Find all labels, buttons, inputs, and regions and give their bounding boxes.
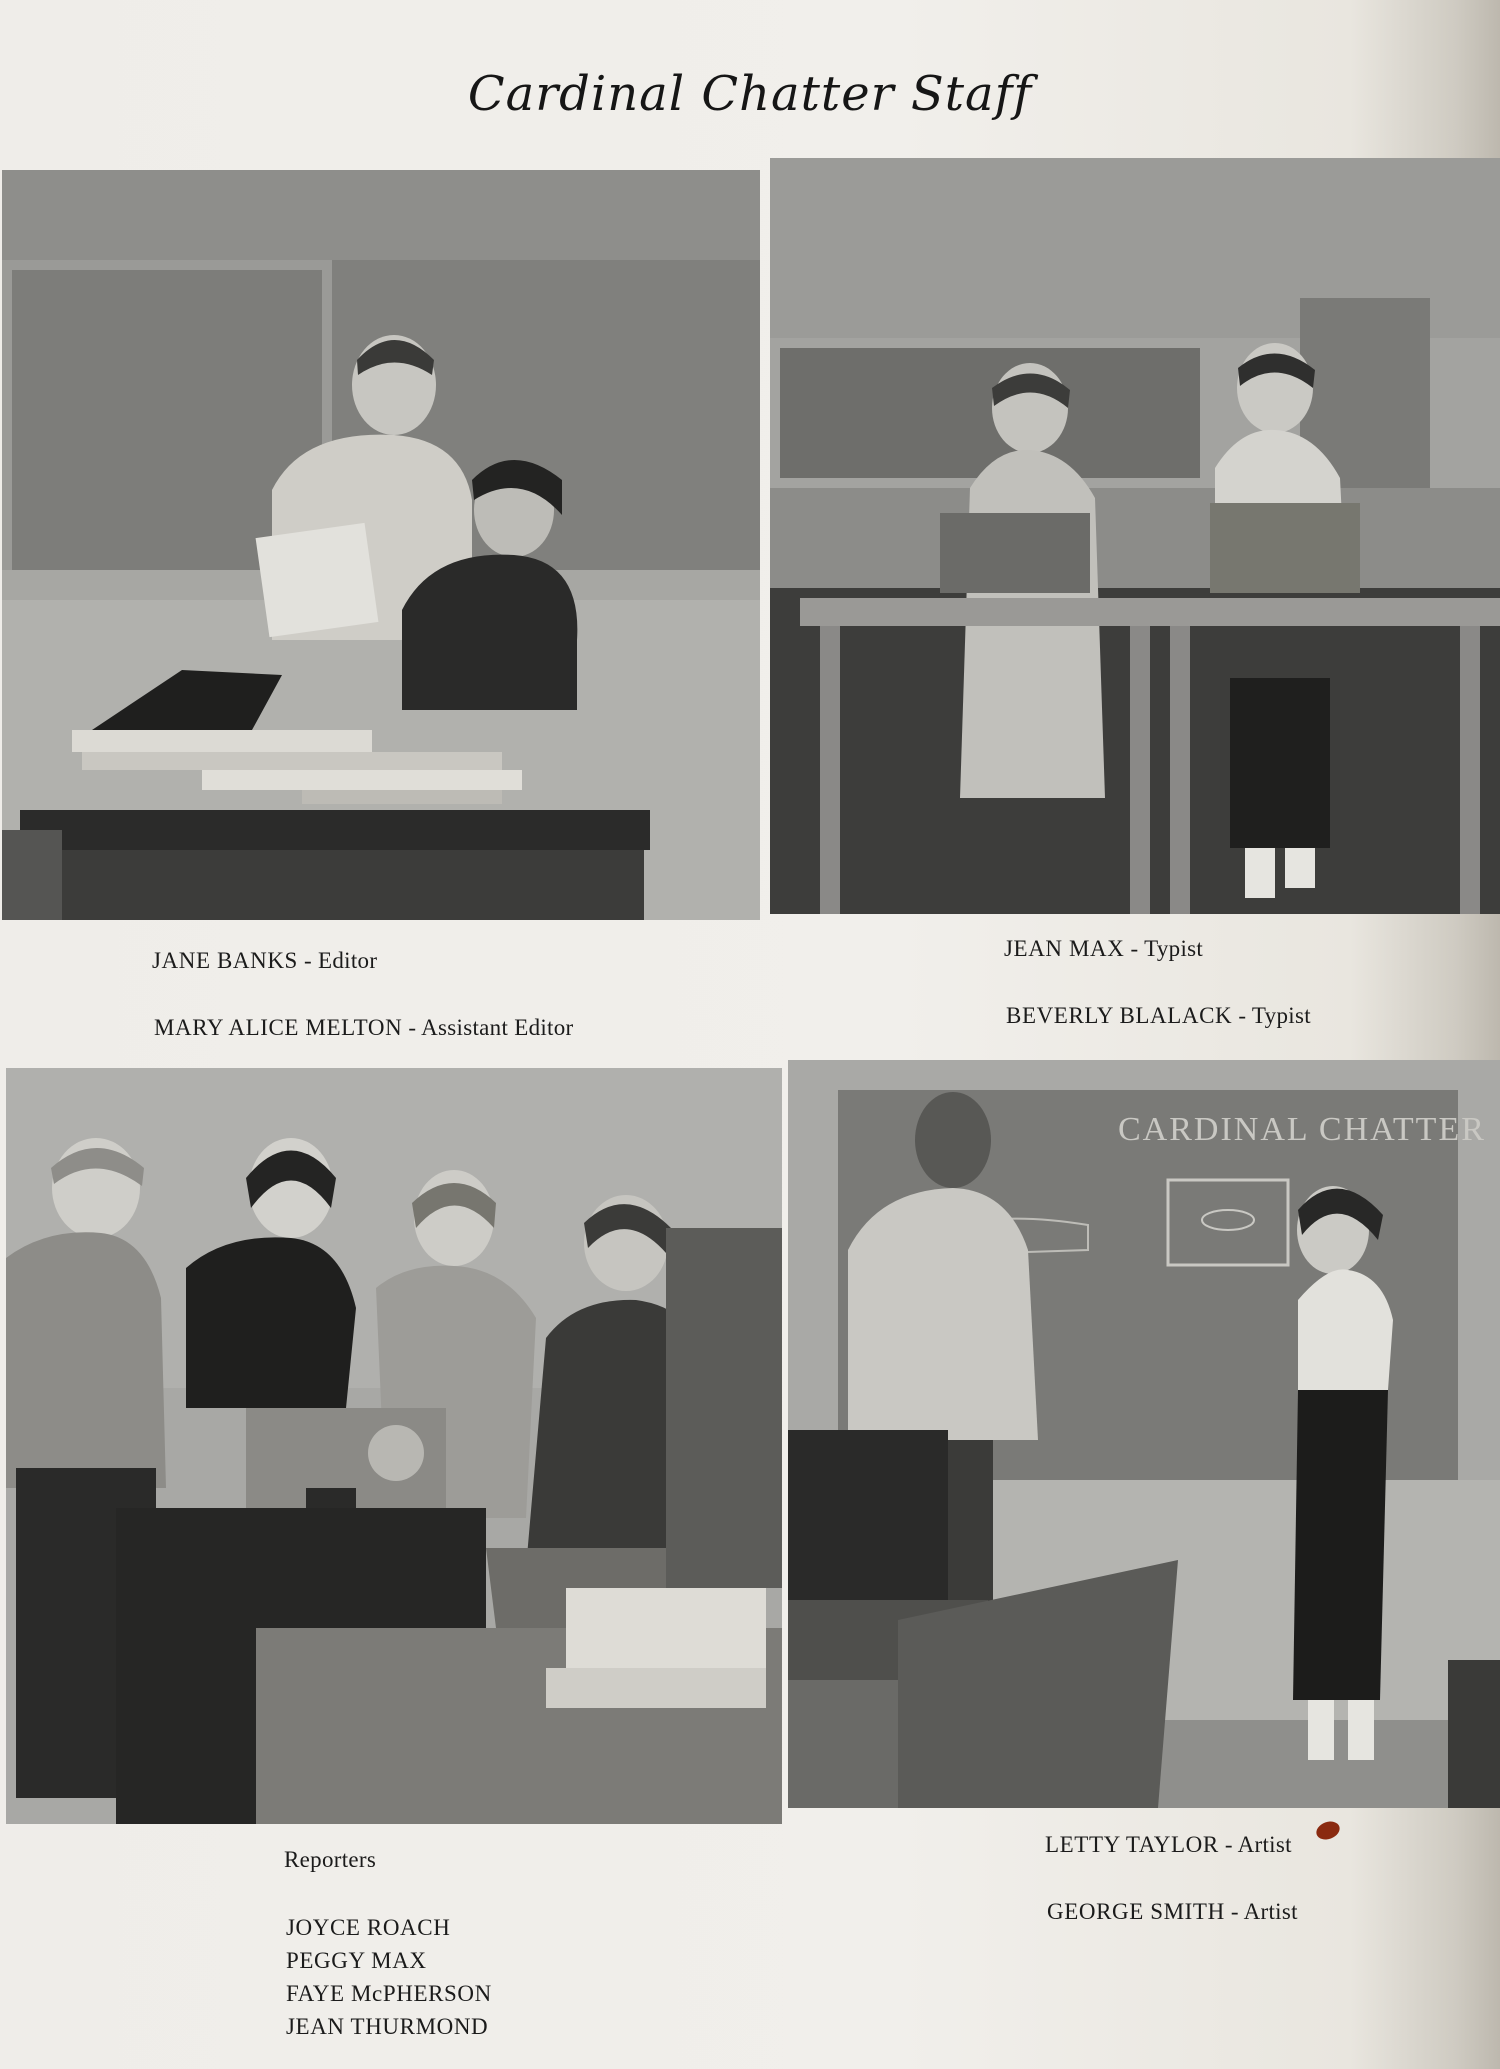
caption-letty-taylor: LETTY TAYLOR - Artist — [1045, 1832, 1292, 1857]
reporters-heading: Reporters — [284, 1847, 377, 1872]
photo-typists — [770, 158, 1500, 914]
ink-stain — [1314, 1818, 1342, 1842]
caption-george-smith: GEORGE SMITH - Artist — [1047, 1899, 1298, 1924]
reporter-name: FAYE McPHERSON — [286, 1981, 492, 2006]
reporter-name: JEAN THURMOND — [286, 2014, 489, 2039]
reporter-name: JOYCE ROACH — [286, 1915, 451, 1940]
reporters-list — [286, 1911, 492, 2043]
photo-reporters — [6, 1068, 782, 1824]
chalkboard-text: CARDINAL CHATTER — [1118, 1111, 1486, 1148]
reporter-name: PEGGY MAX — [286, 1948, 427, 1973]
caption-beverly-blalack: BEVERLY BLALACK - Typist — [1006, 1003, 1311, 1028]
caption-jane-banks: JANE BANKS - Editor — [152, 948, 378, 973]
photo-artists — [788, 1060, 1500, 1808]
caption-mary-alice-melton: MARY ALICE MELTON - Assistant Editor — [154, 1015, 574, 1040]
photo-editors-image — [2, 170, 760, 920]
page-title: Cardinal Chatter Staff — [467, 66, 1033, 122]
photo-typists-image — [770, 158, 1500, 914]
caption-jean-max: JEAN MAX - Typist — [1004, 936, 1204, 961]
photo-editors — [2, 170, 760, 920]
photo-artists-image — [788, 1060, 1500, 1808]
photo-reporters-image — [6, 1068, 782, 1824]
